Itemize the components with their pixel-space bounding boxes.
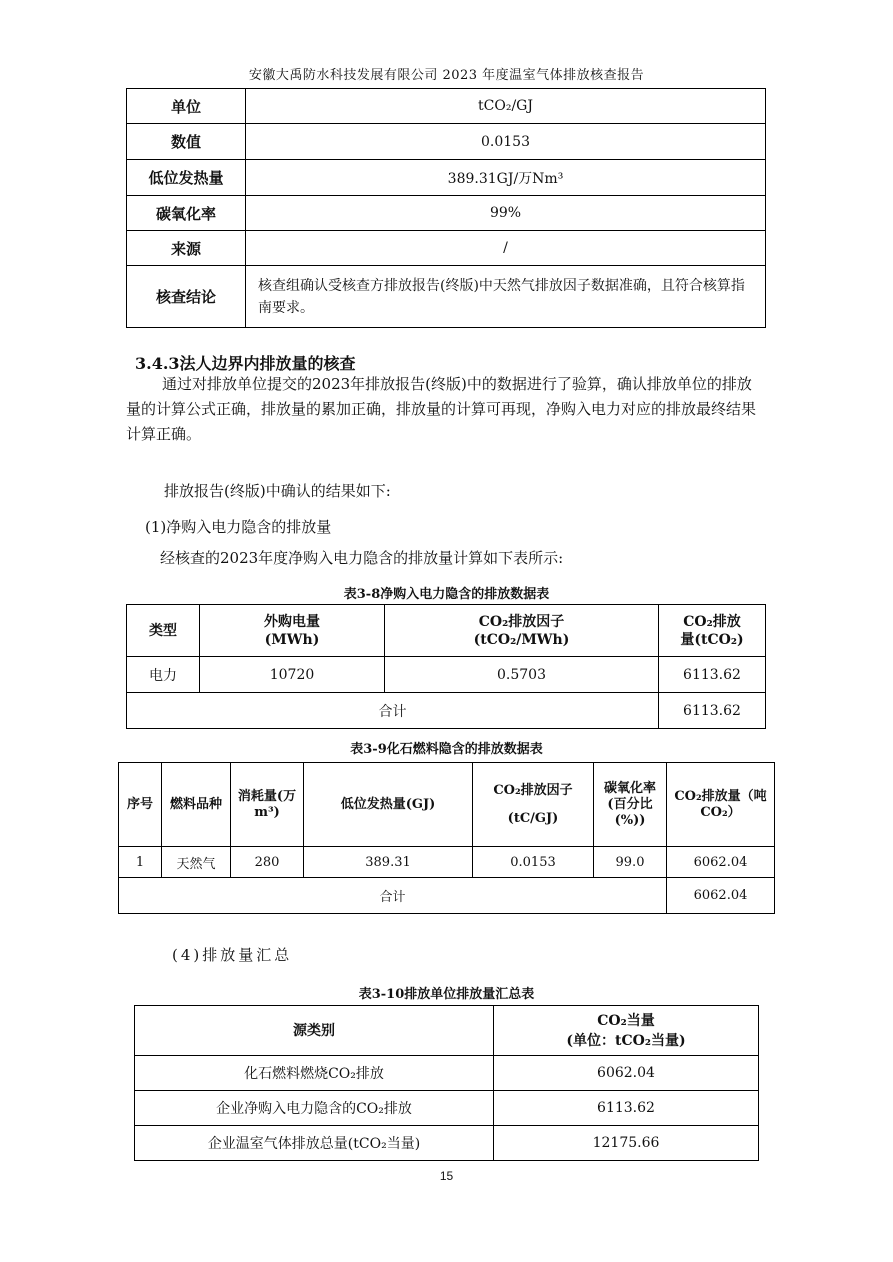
table-cell: 6062.04	[667, 847, 775, 878]
total-value: 6062.04	[667, 878, 775, 914]
table-cell: 企业温室气体排放总量(tCO₂当量)	[135, 1126, 494, 1161]
table-row	[127, 160, 766, 196]
table-row	[135, 1091, 759, 1126]
verification-conclusion: 核查组确认受核查方排放报告(终版)中天然气排放因子数据准确，且符合核算指南要求。	[246, 266, 766, 328]
table-row	[127, 89, 766, 124]
table-cell: 6113.62	[659, 657, 766, 693]
table-total-row	[119, 878, 775, 914]
column-header: CO₂排放 量(tCO₂)	[659, 605, 766, 657]
table-cell: 6113.62	[494, 1091, 759, 1126]
table-cell: 0.5703	[385, 657, 659, 693]
table-cell: 12175.66	[494, 1126, 759, 1161]
row-label: 单位	[127, 89, 246, 124]
page-header: 安徽大禹防水科技发展有限公司 2023 年度温室气体排放核查报告	[248, 68, 645, 83]
column-header: CO₂排放因子 (tCO₂/MWh)	[385, 605, 659, 657]
column-header: CO₂排放因子 (tC/GJ)	[473, 763, 594, 847]
table-row	[119, 847, 775, 878]
column-header: 序号	[119, 763, 162, 847]
table-cell: 企业净购入电力隐含的CO₂排放	[135, 1091, 494, 1126]
row-label: 核查结论	[127, 266, 246, 328]
table-cell: 6062.04	[494, 1056, 759, 1091]
table-row	[127, 266, 766, 328]
list-item: (1)净购入电力隐含的排放量	[145, 518, 332, 536]
table-header-row	[119, 763, 775, 847]
table-row	[127, 196, 766, 231]
table-cell: 0.0153	[473, 847, 594, 878]
table-cell: 电力	[127, 657, 200, 693]
row-label: 来源	[127, 231, 246, 266]
total-value: 6113.62	[659, 693, 766, 729]
row-label: 碳氧化率	[127, 196, 246, 231]
column-header: 低位发热量(GJ)	[304, 763, 473, 847]
row-value: 0.0153	[246, 124, 766, 160]
row-value: /	[246, 231, 766, 266]
table-cell: 天然气	[162, 847, 231, 878]
section-heading: 3.4.3法人边界内排放量的核查	[135, 354, 356, 373]
table-row	[135, 1126, 759, 1161]
table-cell: 280	[231, 847, 304, 878]
row-value: 389.31GJ/万Nm³	[246, 160, 766, 196]
list-item: (4)排放量汇总	[172, 946, 293, 964]
row-value: 99%	[246, 196, 766, 231]
page-number: 15	[439, 1169, 454, 1183]
column-header: CO₂当量 (单位：tCO₂当量)	[494, 1006, 759, 1056]
table-header-row	[135, 1006, 759, 1056]
table-caption: 表3-9化石燃料隐含的排放数据表	[350, 742, 543, 757]
emission-summary-table	[134, 1005, 759, 1161]
table-row	[127, 231, 766, 266]
table-header-row	[127, 605, 766, 657]
column-header: 外购电量 (MWh)	[200, 605, 385, 657]
row-label: 数值	[127, 124, 246, 160]
fossil-fuel-emission-table	[118, 762, 775, 914]
total-label: 合计	[119, 878, 667, 914]
row-label: 低位发热量	[127, 160, 246, 196]
column-header: CO₂排放量（吨CO₂）	[667, 763, 775, 847]
table-cell: 389.31	[304, 847, 473, 878]
column-header: 源类别	[135, 1006, 494, 1056]
table-cell: 10720	[200, 657, 385, 693]
table-row	[127, 124, 766, 160]
table-row	[127, 657, 766, 693]
table-row	[135, 1056, 759, 1091]
column-header: 消耗量(万m³)	[231, 763, 304, 847]
column-header: 碳氧化率(百分比(%))	[594, 763, 667, 847]
paragraph: 排放报告(终版)中确认的结果如下:	[164, 482, 391, 500]
table-caption: 表3-10排放单位排放量汇总表	[358, 987, 535, 1002]
column-header: 燃料品种	[162, 763, 231, 847]
row-value: tCO₂/GJ	[246, 89, 766, 124]
total-label: 合计	[127, 693, 659, 729]
paragraph: 经核查的2023年度净购入电力隐含的排放量计算如下表所示:	[160, 549, 564, 567]
table-cell: 1	[119, 847, 162, 878]
table-total-row	[127, 693, 766, 729]
column-header: 类型	[127, 605, 200, 657]
table-cell: 化石燃料燃烧CO₂排放	[135, 1056, 494, 1091]
emission-factor-table	[126, 88, 766, 328]
table-cell: 99.0	[594, 847, 667, 878]
paragraph: 通过对排放单位提交的2023年排放报告(终版)中的数据进行了验算，确认排放单位的排放量的计算公式正确，排放量的累加正确，排放量的计算可再现，净购入电力对应的排放最终结果计算正确。	[126, 375, 757, 443]
electricity-emission-table	[126, 604, 766, 729]
table-caption: 表3-8净购入电力隐含的排放数据表	[343, 587, 550, 602]
